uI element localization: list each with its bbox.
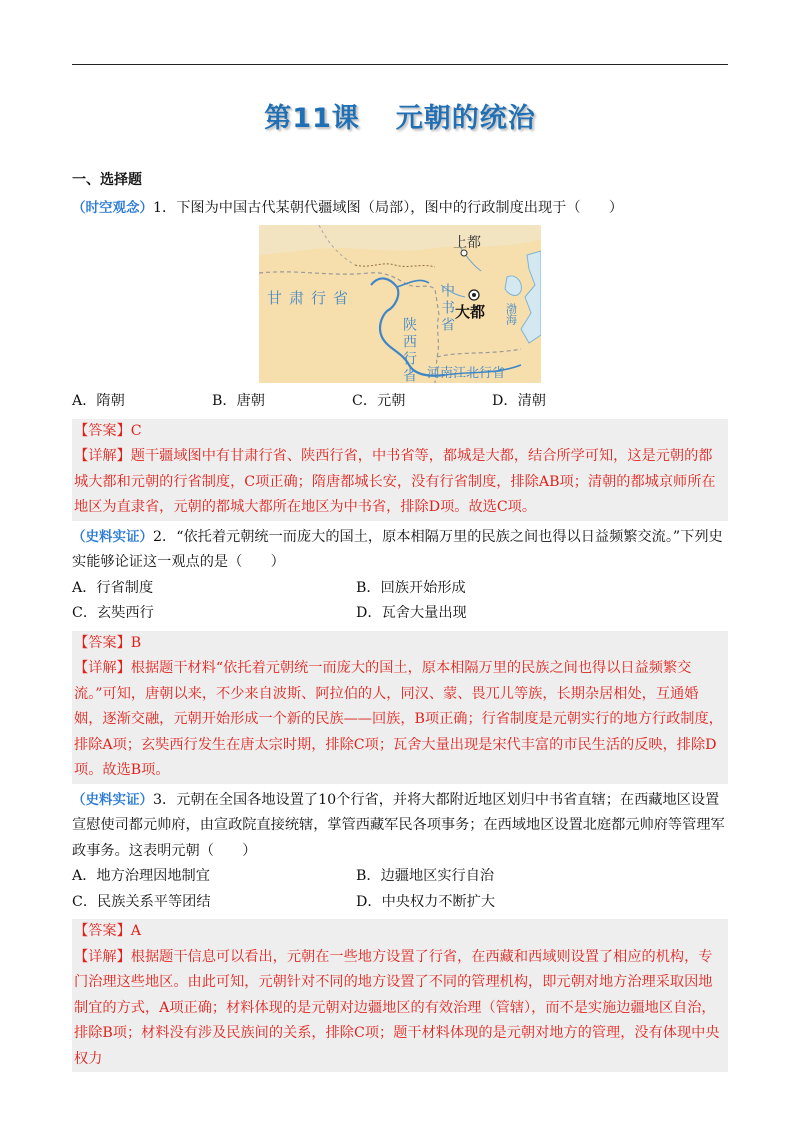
option-c: C．民族关系平等团结 — [72, 893, 211, 910]
option-c: C．玄奘西行 — [72, 605, 154, 621]
page-title — [0, 96, 800, 135]
answer-line: 【答案】C — [74, 422, 142, 439]
question-3 — [72, 788, 728, 1073]
option-a: A．地方治理因地制宜 — [72, 868, 210, 884]
label-zhongshu: 中书省 — [439, 283, 455, 334]
option-b: B．唐朝 — [212, 393, 265, 409]
options-row-2 — [72, 890, 728, 916]
options — [72, 389, 728, 415]
question-stem — [72, 196, 728, 222]
answer-line: 【答案】B — [74, 634, 142, 651]
option-d: D．中央权力不断扩大 — [356, 893, 496, 910]
options-row-1 — [72, 864, 728, 890]
question-tag: （时空观念） — [72, 199, 153, 216]
detail-text: 【详解】根据题干材料“依托着元朝统一而庞大的国土，原本相隔万里的民族之间也得以日益频繁交流。”可知，唐朝以来，不少来自波斯、阿拉伯的人，同汉、蒙、畏兀儿等族，长期杂居相处，互通婚姻，逐渐交融，元朝开始形成一个新的民族——回族，B项正确；行省制度是元朝实行的地方行政制度，排除A项；玄奘西行发生在唐太宗时期，排除C项；瓦舍大量出现是宋代丰富的市民生活的反映，排除D项。故选B项。 — [74, 660, 723, 778]
label-bohai: 渤海 — [504, 303, 518, 325]
question-tag: （史料实证） — [72, 528, 153, 545]
options-row-2 — [72, 601, 728, 627]
question-text: 1．下图为中国古代某朝代疆域图（局部），图中的行政制度出现于（ ） — [153, 199, 624, 216]
answer-block — [72, 419, 728, 521]
section-heading: 一、选择题 — [72, 172, 142, 188]
option-c: C．元朝 — [352, 393, 406, 409]
options-row-1 — [72, 576, 728, 602]
detail-text: 【详解】题干疆域图中有甘肃行省、陕西行省，中书省等，都城是大都，结合所学可知，这是元朝的都城大都和元朝的行省制度，C项正确；隋唐都城长安，没有行省制度，排除AB项；清朝的都城京师所在地区为直隶省，元朝的都城大都所在地区为中书省，排除D项。故选C项。 — [74, 448, 716, 515]
lesson-title: 元朝的统治 — [395, 103, 536, 134]
question-text: 2．“依托着元朝统一而庞大的国土，原本相隔万里的民族之间也得以日益频繁交流。”下列史实能够论证这一观点的是（ ） — [72, 528, 723, 570]
yuan-territory-map — [259, 225, 541, 383]
lesson-number: 第11课 — [264, 103, 360, 134]
option-a: A．行省制度 — [72, 579, 154, 596]
option-b: B．回族开始形成 — [356, 579, 466, 596]
detail-text: 【详解】根据题干信息可以看出，元朝在一些地方设置了行省，在西藏和西域则设置了相应的机构，专门治理这些地区。由此可知，元朝针对不同的地方设置了不同的管理机构，即元朝对地方治理采取因地制宜的方式，A项正确；材料体现的是元朝对边疆地区的有效治理（管辖），而不是实施边疆地区自治，排除B项；材料没有涉及民族间的关系，排除C项；题干材料体现的是元朝对地方的管理，没有体现中央权力 — [74, 948, 720, 1067]
question-2 — [72, 525, 728, 784]
answer-block — [72, 919, 728, 1072]
label-gansu: 甘肃行省 — [267, 289, 356, 307]
question-tag: （史料实证） — [72, 791, 153, 808]
answer-line: 【答案】A — [74, 923, 141, 939]
label-shaanxi: 陕西行省 — [401, 317, 417, 383]
question-text: 3．元朝在全国各地设置了10个行省，并将大都附近地区划归中书省直辖；在西藏地区设置宣慰使司都元帅府，由宣政院直接统辖，掌管西藏军民各项事务；在西域地区设置北庭都元帅府等管理军政事务。这表明元朝（ ） — [72, 791, 725, 859]
document-body — [72, 168, 728, 1076]
question-1 — [72, 196, 728, 521]
option-d: D．瓦舍大量出现 — [356, 605, 467, 621]
option-d: D．清朝 — [492, 393, 546, 409]
question-stem — [72, 788, 728, 865]
header-rule — [72, 64, 728, 65]
option-b: B．边疆地区实行自治 — [356, 868, 495, 884]
label-shangdu: 上都 — [453, 235, 481, 251]
label-henan: 河南江北行省 — [427, 366, 506, 381]
option-a: A．隋朝 — [72, 393, 125, 409]
answer-block — [72, 631, 728, 784]
question-stem — [72, 525, 728, 576]
map-figure — [259, 225, 541, 383]
label-dadu: 大都 — [455, 303, 486, 321]
